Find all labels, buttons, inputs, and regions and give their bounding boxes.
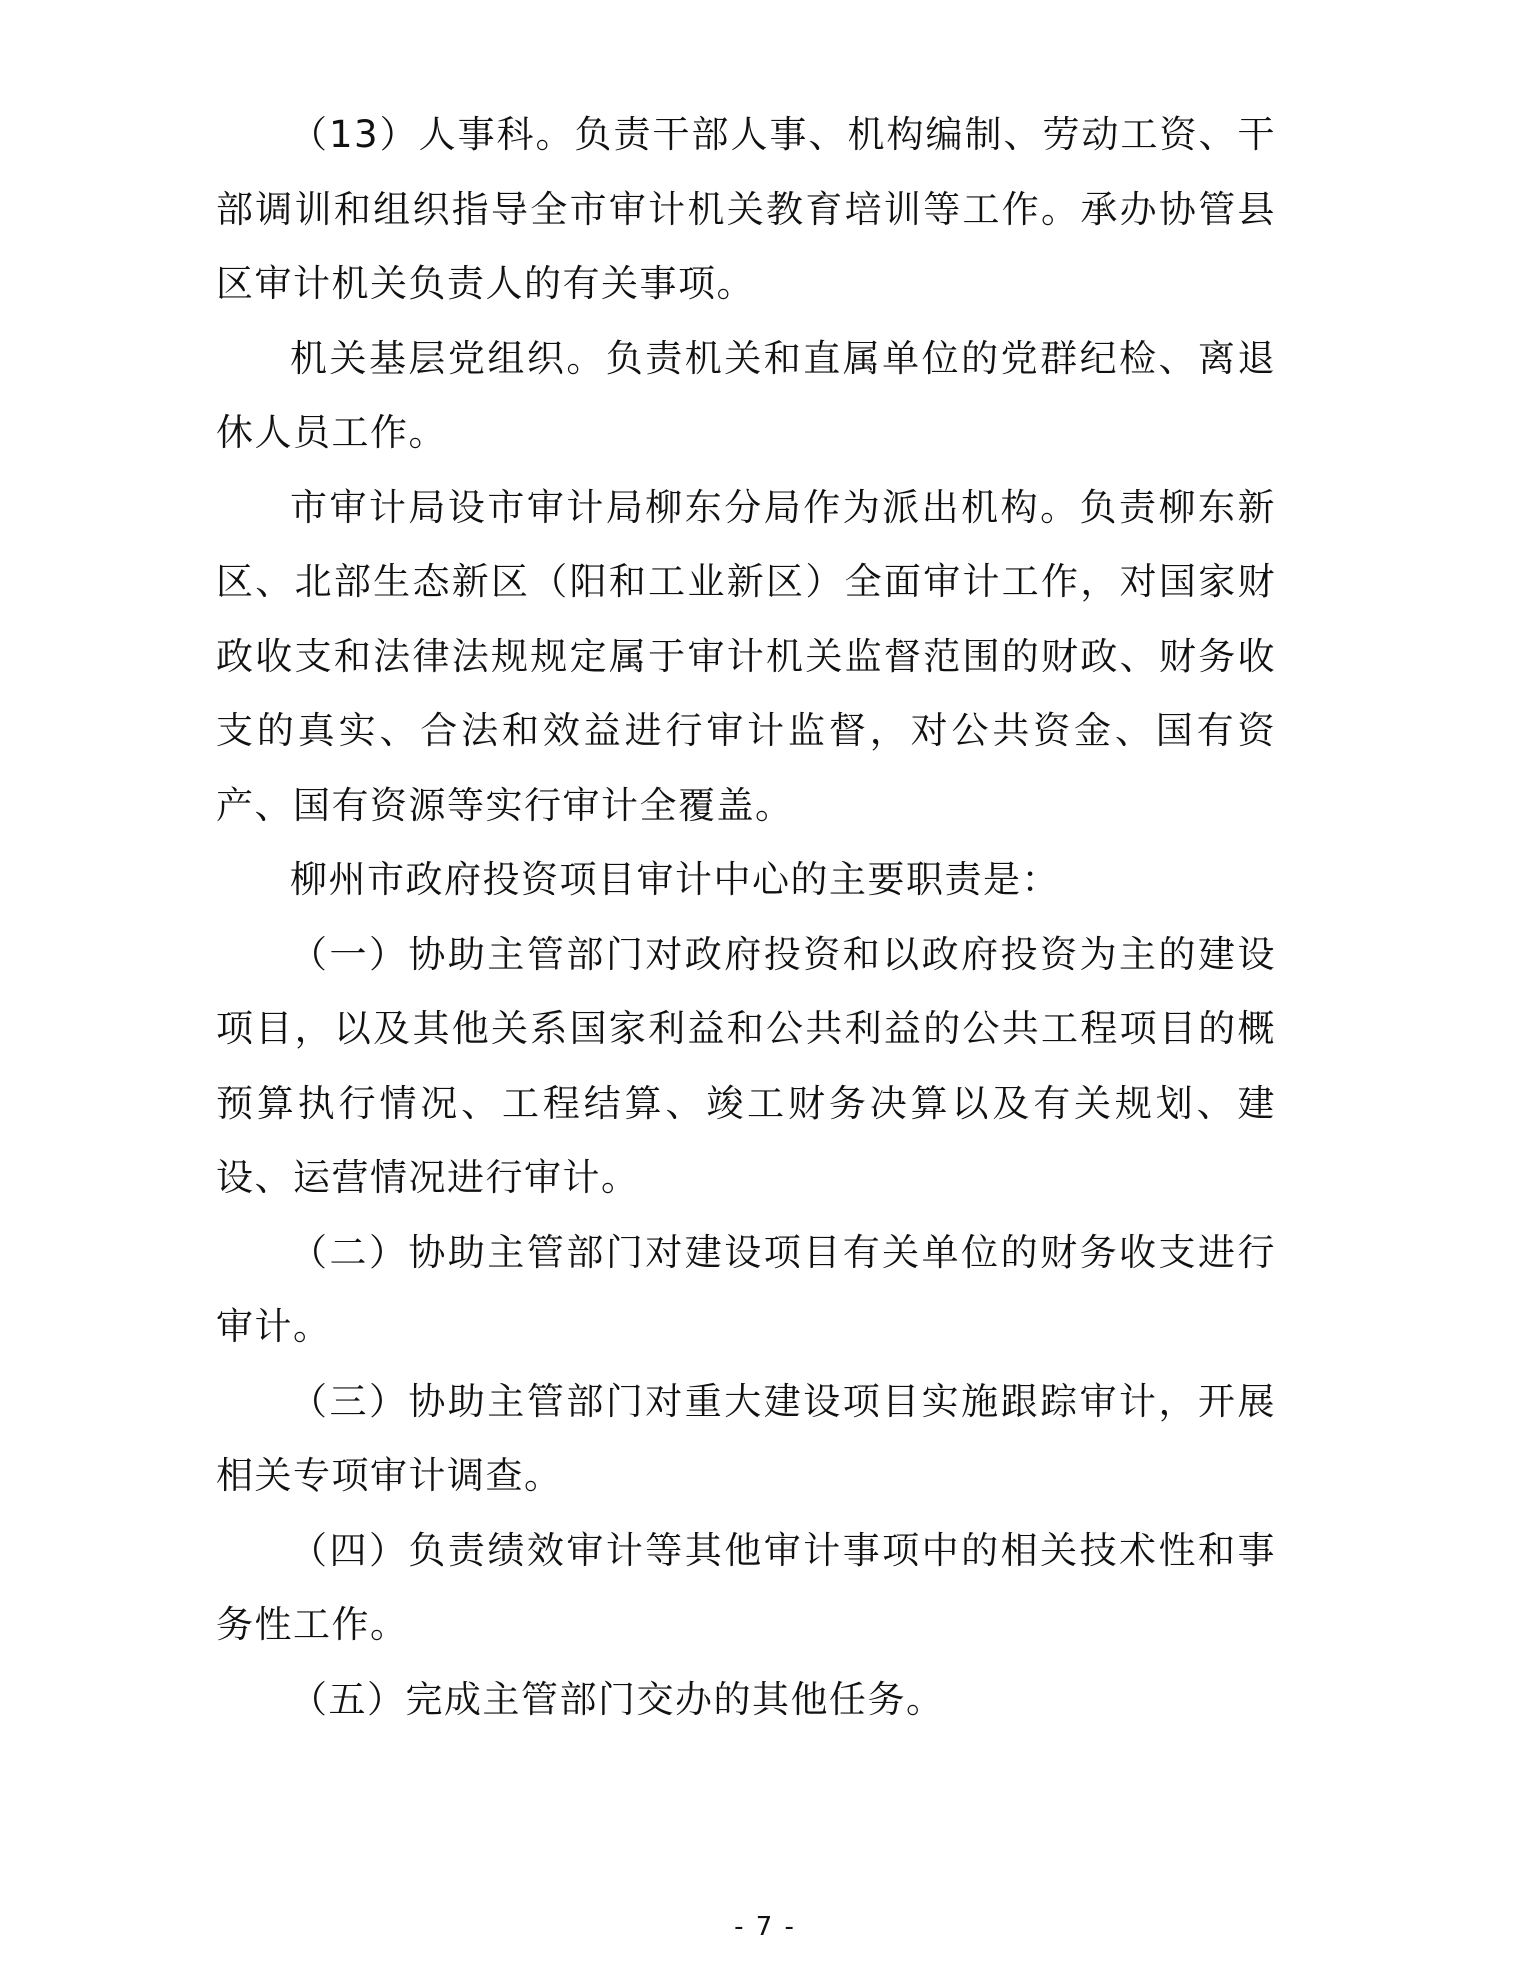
paragraph-party-organization: 机关基层党组织。负责机关和直属单位的党群纪检、离退休人员工作。 xyxy=(216,336,1276,454)
paragraph-duty-5: （五）完成主管部门交办的其他任务。 xyxy=(290,1677,945,1721)
body-text xyxy=(216,98,1276,1737)
paragraph-duty-4: （四）负责绩效审计等其他审计事项中的相关技术性和事务性工作。 xyxy=(216,1528,1276,1646)
page-number: - 7 - xyxy=(734,1912,796,1942)
paragraph-liudong-branch: 市审计局设市审计局柳东分局作为派出机构。负责柳东新区、北部生态新区（阳和工业新区）全面审计工作，对国家财政收支和法律法规规定属于审计机关监督范围的财政、财务收支的真实、合法和效益进行审计监督，对公共资金、国有资产、国有资源等实行审计全覆盖。 xyxy=(216,485,1276,827)
paragraph-duty-1: （一）协助主管部门对政府投资和以政府投资为主的建设项目，以及其他关系国家利益和公共利益的公共工程项目的概预算执行情况、工程结算、竣工财务决算以及有关规划、建设、运营情况进行审计。 xyxy=(216,932,1276,1199)
paragraph-duty-3: （三）协助主管部门对重大建设项目实施跟踪审计，开展相关专项审计调查。 xyxy=(216,1379,1276,1497)
paragraph-personnel-section: （13）人事科。负责干部人事、机构编制、劳动工资、干部调训和组织指导全市审计机关教育培训等工作。承办协管县区审计机关负责人的有关事项。 xyxy=(216,113,1276,305)
paragraph-audit-center-intro: 柳州市政府投资项目审计中心的主要职责是： xyxy=(290,858,1060,901)
paragraph-duty-2: （二）协助主管部门对建设项目有关单位的财务收支进行审计。 xyxy=(216,1230,1276,1348)
